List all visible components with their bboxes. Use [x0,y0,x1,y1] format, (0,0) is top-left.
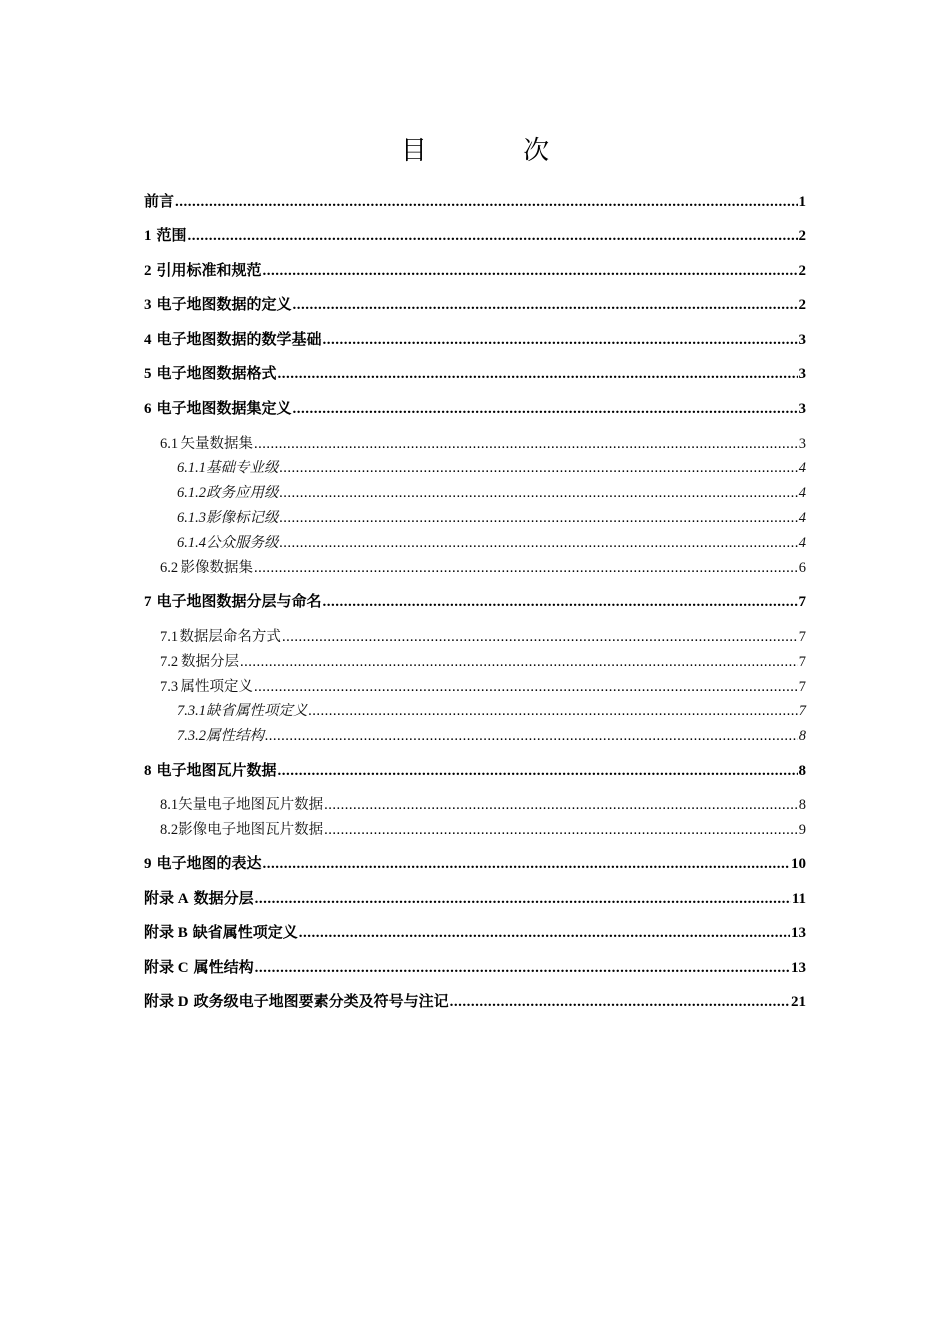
toc-entry-label: 数据层命名方式 [179,629,281,645]
toc-dot-leader [280,485,798,502]
toc-page-number: 7 [798,679,806,695]
toc-dot-leader [324,822,798,839]
toc-dot-leader [263,856,790,873]
toc-dot-leader [278,366,798,383]
toc-entry[interactable] [144,293,806,314]
toc-entry-label: 属性结构 [206,728,264,744]
toc-entry-number: 6.2 [160,560,179,576]
toc-entry-label: 影像数据集 [180,560,253,576]
toc-dot-leader [254,679,798,696]
toc-page-number: 8 [798,728,806,744]
toc-dot-leader [254,560,798,577]
toc-dot-leader [293,401,798,418]
toc-entry-number: 8.2 [160,822,179,838]
toc-entry-label: 政务应用级 [206,485,279,501]
toc-entry[interactable] [144,190,806,211]
toc-page-number: 21 [791,994,806,1010]
toc-dot-leader [265,728,798,745]
toc-dot-leader [280,535,798,552]
toc-dot-leader [309,703,798,720]
toc-page-number: 3 [798,366,806,382]
toc-entry-number: 6.1.2 [177,485,206,501]
toc-entry-number: 附录 A [144,891,189,907]
toc-entry-number: 4 [144,332,152,348]
toc-entry-number: 7.3.2 [177,728,206,744]
toc-dot-leader [175,194,797,211]
toc-dot-leader [263,263,798,280]
toc-page-number: 4 [798,460,806,476]
toc-entry-label: 矢量数据集 [180,436,253,452]
toc-entry-label: 电子地图的表达 [156,856,262,872]
toc-entry-label: 矢量电子地图瓦片数据 [178,797,324,813]
toc-entry[interactable] [177,506,806,527]
table-of-contents [144,0,806,1344]
toc-dot-leader [188,228,798,245]
toc-entry-number: 7.2 [160,654,179,670]
toc-dot-leader [324,797,798,814]
toc-entry-number: 附录 D [144,994,189,1010]
toc-entry-number: 7.1 [160,629,179,645]
toc-page-number: 7 [798,703,806,719]
toc-entry[interactable] [144,590,806,611]
toc-page-number: 2 [798,297,806,313]
toc-entry-label: 数据分层 [193,891,254,907]
toc-entry-label: 数据分层 [181,654,240,670]
toc-entry-number: 附录 B [144,925,188,941]
toc-entry-number: 8.1 [160,797,179,813]
toc-dot-leader [280,510,798,527]
toc-entry[interactable] [144,887,806,908]
toc-entry[interactable] [144,990,806,1011]
toc-dot-leader [255,891,791,908]
toc-entry[interactable] [160,675,806,696]
toc-page-number: 7 [798,629,806,645]
toc-page-number: 3 [798,436,806,452]
toc-page-number: 3 [798,332,806,348]
toc-dot-leader [282,629,798,646]
toc-dot-leader [323,594,798,611]
toc-entry[interactable] [144,397,806,418]
toc-entry-number: 6.1.4 [177,535,206,551]
toc-dot-leader [240,654,798,671]
toc-page-number: 7 [798,594,806,610]
toc-entry-label: 范围 [156,228,187,244]
toc-entry-number: 6.1.1 [177,460,206,476]
toc-entry-label: 前言 [144,194,175,210]
toc-entry[interactable] [144,956,806,977]
toc-entry[interactable] [160,650,806,671]
toc-entry[interactable] [177,456,806,477]
toc-entry[interactable] [160,793,806,814]
toc-entry-label: 属性项定义 [180,679,253,695]
page-title: 目 次 [400,136,594,166]
toc-entry-number: 7.3.1 [177,703,206,719]
toc-entry-number: 2 [144,263,152,279]
toc-page-number: 8 [798,763,806,779]
toc-entry[interactable] [144,328,806,349]
toc-dot-leader [299,925,790,942]
toc-entry-label: 电子地图数据的定义 [156,297,292,313]
toc-dot-leader [323,332,798,349]
toc-entry[interactable] [144,759,806,780]
toc-dot-leader [278,763,798,780]
toc-entry-label: 缺省属性项定义 [192,925,298,941]
toc-dot-leader [293,297,798,314]
toc-entry[interactable] [144,852,806,873]
toc-dot-leader [255,960,790,977]
toc-entry[interactable] [177,481,806,502]
toc-entry-label: 政务级电子地图要素分类及符号与注记 [193,994,449,1010]
toc-entry-number: 附录 C [144,960,189,976]
toc-entry-number: 6.1 [160,436,179,452]
toc-page-number: 6 [798,560,806,576]
toc-entry[interactable] [160,625,806,646]
toc-page-number: 9 [798,822,806,838]
toc-page-number: 1 [798,194,806,210]
toc-entry[interactable] [160,556,806,577]
toc-page-number: 2 [798,263,806,279]
toc-entry[interactable] [144,362,806,383]
toc-entry-label: 属性结构 [193,960,254,976]
toc-page-number: 3 [798,401,806,417]
toc-page-number: 11 [791,891,806,907]
toc-entry[interactable] [177,699,806,720]
toc-entry-label: 基础专业级 [206,460,279,476]
toc-entry-label: 电子地图数据的数学基础 [156,332,322,348]
toc-page-number: 13 [791,960,806,976]
toc-entry-number: 1 [144,228,152,244]
toc-page-number: 4 [798,485,806,501]
toc-entry-number: 7.3 [160,679,179,695]
toc-entry-number: 3 [144,297,152,313]
toc-entry[interactable] [144,224,806,245]
toc-page-number: 8 [798,797,806,813]
toc-dot-leader [280,460,798,477]
toc-entry-number: 9 [144,856,152,872]
toc-entry[interactable] [144,921,806,942]
toc-entry-number: 5 [144,366,152,382]
toc-entry[interactable] [160,432,806,453]
toc-entry-label: 电子地图数据格式 [156,366,277,382]
toc-entry[interactable] [177,724,806,745]
toc-page-number: 10 [791,856,806,872]
toc-entry-number: 8 [144,763,152,779]
toc-page-number: 7 [798,654,806,670]
toc-entry-number: 6 [144,401,152,417]
toc-entry-label: 电子地图数据分层与命名 [156,594,322,610]
toc-entry[interactable] [144,259,806,280]
toc-entry-label: 影像标记级 [206,510,279,526]
toc-page-number: 2 [798,228,806,244]
toc-entry-label: 电子地图数据集定义 [156,401,292,417]
toc-entry[interactable] [160,818,806,839]
toc-entry-number: 7 [144,594,152,610]
toc-dot-leader [450,994,790,1011]
toc-page-number: 13 [791,925,806,941]
toc-entry-number: 6.1.3 [177,510,206,526]
toc-entry-label: 引用标准和规范 [156,263,262,279]
toc-page-number: 4 [798,510,806,526]
toc-dot-leader [254,436,798,453]
toc-entry-label: 缺省属性项定义 [206,703,308,719]
toc-entry-label: 电子地图瓦片数据 [156,763,277,779]
toc-page-number: 4 [798,535,806,551]
toc-entry[interactable] [177,531,806,552]
toc-entry-label: 影像电子地图瓦片数据 [178,822,324,838]
toc-entry-label: 公众服务级 [206,535,279,551]
